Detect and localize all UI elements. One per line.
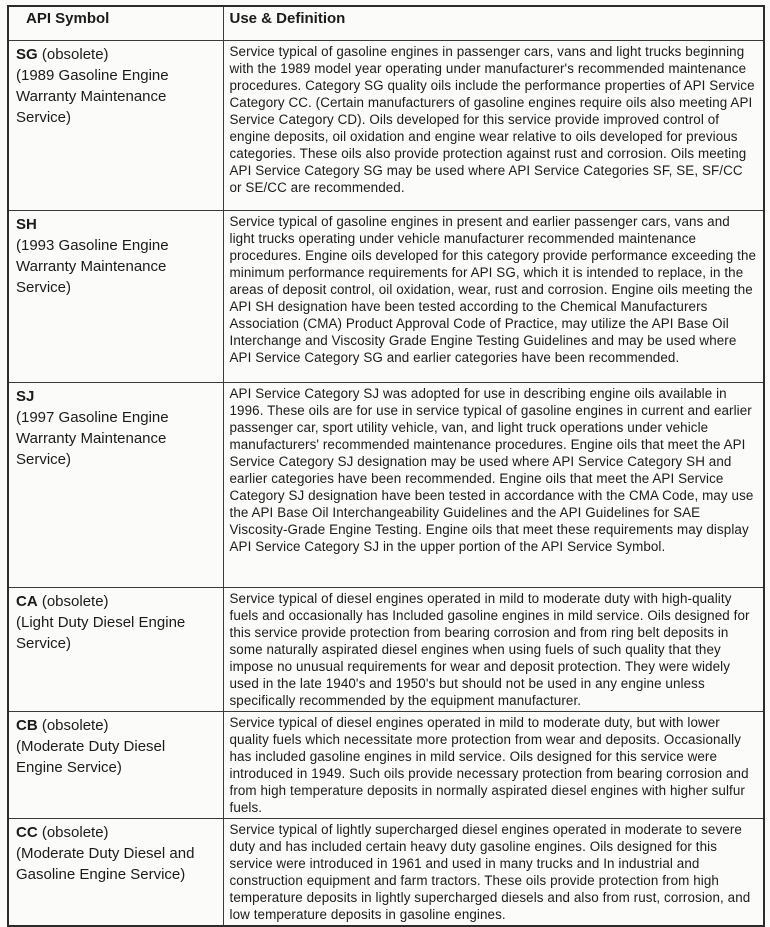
api-symbol-cell bbox=[8, 382, 223, 587]
column-header-use-definition: Use & Definition bbox=[223, 6, 764, 40]
api-symbol-service-name: (1989 Gasoline Engine Warranty Maintenance Service) bbox=[16, 66, 169, 126]
api-symbol-code: CB bbox=[16, 716, 38, 734]
definition-cell: Service typical of lightly supercharged diesel engines operated in moderate to severe duty and has included certain heavy duty gasoline engines. Oils designed for this service were introduced in 1961 and used in many trucks and In industrial and construction equipment and farm tractors. These oils provide protection from high temperature deposits in lightly supercharged diesels and also from rust, corrosion, and low temperature deposits in gasoline engines. bbox=[223, 818, 764, 926]
api-symbol-code: SH bbox=[16, 215, 37, 233]
table-row-ca bbox=[8, 587, 764, 711]
api-symbol-service-name: (1993 Gasoline Engine Warranty Maintenance Service) bbox=[16, 236, 169, 296]
api-service-categories-table bbox=[7, 5, 765, 927]
api-symbol-line bbox=[16, 715, 215, 736]
api-symbol-cell bbox=[8, 210, 223, 382]
column-header-api-symbol: API Symbol bbox=[8, 6, 223, 40]
api-symbol-code: SG bbox=[16, 45, 38, 63]
api-symbol-service-name: (Moderate Duty Diesel and Gasoline Engine Service) bbox=[16, 844, 195, 883]
api-symbol-code: CC bbox=[16, 823, 38, 841]
api-symbol-obsolete-label: (obsolete) bbox=[37, 823, 109, 841]
api-symbol-code: CA bbox=[16, 592, 38, 610]
table-header-row bbox=[8, 6, 764, 40]
api-symbol-cell bbox=[8, 818, 223, 926]
api-symbol-service-name: (1997 Gasoline Engine Warranty Maintenance Service) bbox=[16, 408, 169, 468]
api-symbol-line bbox=[16, 386, 215, 407]
definition-cell: Service typical of gasoline engines in present and earlier passenger cars, vans and light trucks operating under vehicle manufacturer recommended maintenance procedures. Engine oils developed for this category provide performance exceeding the minimum performance requirements for API SG, which it is intended to replace, in the areas of deposit control, oil oxidation, wear, rust and corrosion. Engine oils meeting the API SH designation have been tested according to the Chemical Manufacturers Association (CMA) Product Approval Code of Practice, may utilize the API Base Oil Interchange and Viscosity Grade Engine Testing Guidelines and may be used where API Service Category SG and earlier categories have been recommended. bbox=[223, 210, 764, 382]
table-row-cb bbox=[8, 711, 764, 818]
table-row-sg bbox=[8, 40, 764, 210]
api-symbol-cell bbox=[8, 40, 223, 210]
api-symbol-line bbox=[16, 591, 215, 612]
api-symbol-line bbox=[16, 822, 215, 843]
api-symbol-cell bbox=[8, 587, 223, 711]
definition-cell: Service typical of diesel engines operated in mild to moderate duty, but with lower quality fuels which necessitate more protection from wear and deposits. Occasionally has included gasoline engines in mild service. Oils designed for this service were introduced in 1949. Such oils provide necessary protection from bearing corrosion and from high temperature deposits in normally aspirated diesel engines with higher sulfur fuels. bbox=[223, 711, 764, 818]
api-symbol-obsolete-label: (obsolete) bbox=[37, 716, 109, 734]
api-symbol-code: SJ bbox=[16, 387, 35, 405]
api-symbol-line bbox=[16, 214, 215, 235]
api-symbol-service-name: (Light Duty Diesel Engine Service) bbox=[16, 613, 186, 652]
definition-cell: API Service Category SJ was adopted for use in describing engine oils available in 1996. These oils are for use in service typical of gasoline engines in current and earlier passenger car, sport utility vehicle, van, and light truck operations under vehicle manufacturers' recommended maintenance procedures. Engine oils that meet the API Service Category SJ designation may be used where API Service Category SH and earlier categories have been recommended. Engine oils that meet the API Service Category SJ designation have been tested in accordance with the CMA Code, may use the API Base Oil Interchangeability Guidelines and the API Guidelines for SAE Viscosity-Grade Engine Testing. Engine oils that meet these requirements may display API Service Category SJ in the upper portion of the API Service Symbol. bbox=[223, 382, 764, 587]
table-row-sh bbox=[8, 210, 764, 382]
definition-cell: Service typical of diesel engines operated in mild to moderate duty with high-quality fuels and occasionally has Included gasoline engines in mild service. Oils designed for this service provide protection from bearing corrosion and from ring belt deposits in some naturally aspirated diesel engines when using fuels of such quality that they impose no unusual requirements for wear and deposit protection. They were widely used in the late 1940's and 1950's but should not be used in any engine unless specifically recommended by the equipment manufacturer. bbox=[223, 587, 764, 711]
definition-cell: Service typical of gasoline engines in passenger cars, vans and light trucks beginning with the 1989 model year operating under manufacturer's recommended maintenance procedures. Category SG quality oils include the performance properties of API Service Category CC. (Certain manufacturers of gasoline engines require oils also meeting API Service Category CD). Oils developed for this service provide improved control of engine deposits, oil oxidation and engine wear relative to oils developed for previous categories. These oils also provide protection against rust and corrosion. Oils meeting API Service Category SG may be used where API Service Categories SF, SE, SF/CC or SE/CC are recommended. bbox=[223, 40, 764, 210]
api-symbol-obsolete-label: (obsolete) bbox=[37, 45, 109, 63]
api-symbol-cell bbox=[8, 711, 223, 818]
api-symbol-obsolete-label: (obsolete) bbox=[37, 592, 109, 610]
api-symbol-line bbox=[16, 44, 215, 65]
table-row-cc bbox=[8, 818, 764, 926]
api-symbol-service-name: (Moderate Duty Diesel Engine Service) bbox=[16, 737, 166, 776]
table-row-sj bbox=[8, 382, 764, 587]
